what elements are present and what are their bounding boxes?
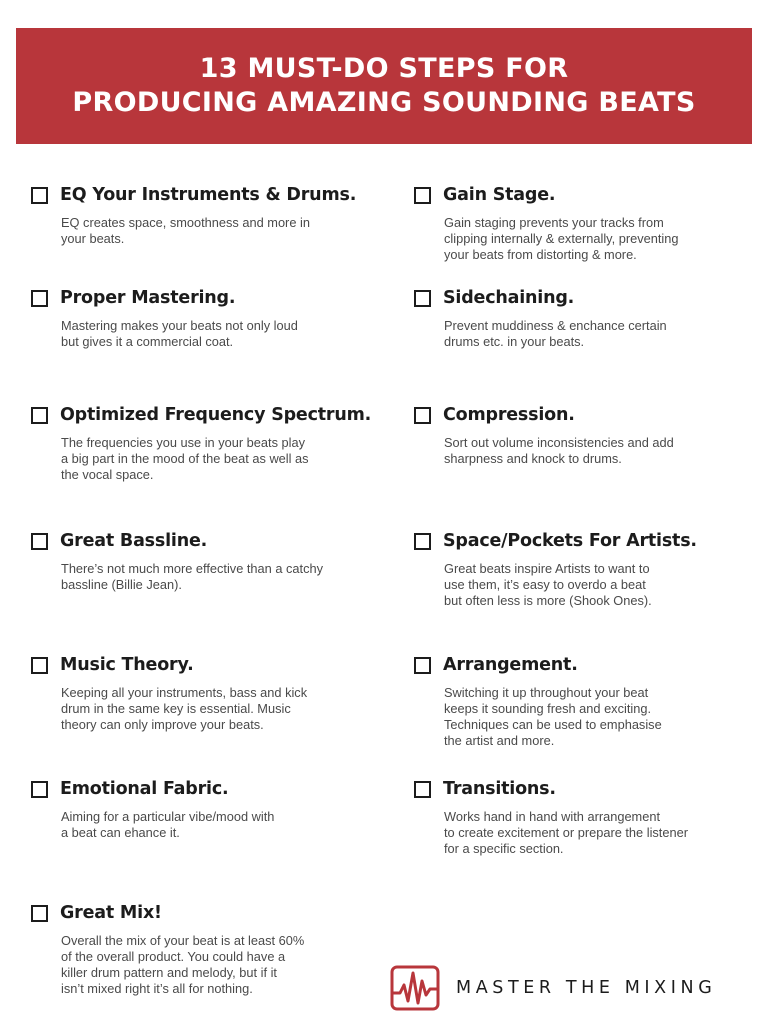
step-description bbox=[61, 215, 351, 247]
checkbox[interactable] bbox=[31, 187, 48, 204]
description-line: Overall the mix of your beat is at least 60% bbox=[61, 933, 305, 948]
description-line: Techniques can be used to emphasise bbox=[444, 717, 662, 732]
step-title: Transitions. bbox=[443, 779, 556, 799]
title-line-2: PRODUCING AMAZING SOUNDING BEATS bbox=[72, 87, 696, 118]
checklist-item-header bbox=[414, 285, 759, 311]
step-description bbox=[444, 685, 734, 749]
description-line: clipping internally & externally, preventing bbox=[444, 231, 679, 246]
step-title: Proper Mastering. bbox=[60, 288, 236, 308]
description-line: Great beats inspire Artists to want to bbox=[444, 561, 650, 576]
step-description bbox=[61, 561, 351, 593]
description-line: Aiming for a particular vibe/mood with bbox=[61, 809, 275, 824]
checkbox[interactable] bbox=[31, 290, 48, 307]
description-line: Works hand in hand with arrangement bbox=[444, 809, 661, 824]
checklist-item bbox=[414, 182, 759, 263]
step-title: Sidechaining. bbox=[443, 288, 575, 308]
checklist-item bbox=[414, 652, 759, 749]
checklist-item-header bbox=[414, 776, 759, 802]
step-description bbox=[444, 318, 734, 350]
step-description bbox=[444, 435, 734, 467]
description-line: a beat can ehance it. bbox=[61, 825, 180, 840]
description-line: Gain staging prevents your tracks from bbox=[444, 215, 664, 230]
description-line: the vocal space. bbox=[61, 467, 154, 482]
description-line: but often less is more (Shook Ones). bbox=[444, 593, 652, 608]
description-line: but gives it a commercial coat. bbox=[61, 334, 234, 349]
description-line: your beats. bbox=[61, 231, 125, 246]
checklist-item-header bbox=[31, 652, 376, 678]
checklist-item bbox=[414, 776, 759, 857]
step-description bbox=[61, 809, 351, 841]
checkbox[interactable] bbox=[414, 657, 431, 674]
step-description bbox=[444, 809, 734, 857]
description-line: the artist and more. bbox=[444, 733, 555, 748]
description-line: your beats from distorting & more. bbox=[444, 247, 637, 262]
step-description bbox=[61, 318, 351, 350]
checklist-item-header bbox=[31, 285, 376, 311]
description-line: keeps it sounding fresh and exciting. bbox=[444, 701, 652, 716]
step-title: Great Mix! bbox=[60, 903, 162, 923]
step-description bbox=[61, 435, 351, 483]
checklist-item-header bbox=[31, 900, 376, 926]
checkbox[interactable] bbox=[414, 187, 431, 204]
description-line: Sort out volume inconsistencies and add bbox=[444, 435, 674, 450]
title-line-1: 13 MUST-DO STEPS FOR bbox=[199, 53, 569, 84]
description-line: Switching it up throughout your beat bbox=[444, 685, 649, 700]
checklist-item-header bbox=[414, 402, 759, 428]
description-line: Keeping all your instruments, bass and kick bbox=[61, 685, 308, 700]
step-description bbox=[61, 685, 351, 733]
checklist-item-header bbox=[31, 528, 376, 554]
checkbox[interactable] bbox=[31, 657, 48, 674]
checkbox[interactable] bbox=[414, 533, 431, 550]
step-title: Gain Stage. bbox=[443, 185, 556, 205]
description-line: EQ creates space, smoothness and more in bbox=[61, 215, 310, 230]
title-banner bbox=[16, 28, 752, 144]
checklist-item bbox=[414, 402, 759, 467]
step-title: Music Theory. bbox=[60, 655, 194, 675]
description-line: drum in the same key is essential. Music bbox=[61, 701, 291, 716]
description-line: There’s not much more effective than a catchy bbox=[61, 561, 323, 576]
description-line: theory can only improve your beats. bbox=[61, 717, 264, 732]
checklist-item-header bbox=[31, 776, 376, 802]
checklist-item bbox=[31, 402, 376, 483]
checkbox[interactable] bbox=[31, 533, 48, 550]
checklist-item bbox=[31, 776, 376, 841]
checklist-item-header bbox=[31, 182, 376, 208]
checklist-item bbox=[414, 528, 759, 609]
step-title: Space/Pockets For Artists. bbox=[443, 531, 697, 551]
step-title: Emotional Fabric. bbox=[60, 779, 229, 799]
step-description bbox=[444, 561, 734, 609]
checkbox[interactable] bbox=[31, 407, 48, 424]
brand-footer bbox=[390, 964, 716, 1012]
step-title: Arrangement. bbox=[443, 655, 578, 675]
description-line: a big part in the mood of the beat as well as bbox=[61, 451, 309, 466]
brand-name: MASTER THE MIXING bbox=[456, 978, 717, 998]
step-description bbox=[444, 215, 734, 263]
description-line: Prevent muddiness & enchance certain bbox=[444, 318, 667, 333]
description-line: The frequencies you use in your beats play bbox=[61, 435, 305, 450]
checklist-item-header bbox=[414, 182, 759, 208]
description-line: killer drum pattern and melody, but if it bbox=[61, 965, 277, 980]
checklist-item bbox=[31, 900, 376, 997]
step-title: Great Bassline. bbox=[60, 531, 208, 551]
description-line: Mastering makes your beats not only loud bbox=[61, 318, 298, 333]
description-line: drums etc. in your beats. bbox=[444, 334, 585, 349]
checklist-item bbox=[31, 285, 376, 350]
checklist-item-header bbox=[414, 652, 759, 678]
description-line: isn’t mixed right it’s all for nothing. bbox=[61, 981, 253, 996]
step-description bbox=[61, 933, 351, 997]
step-title: Compression. bbox=[443, 405, 575, 425]
description-line: use them, it’s easy to overdo a beat bbox=[444, 577, 646, 592]
waveform-icon bbox=[390, 965, 440, 1011]
checklist-item-header bbox=[31, 402, 376, 428]
description-line: of the overall product. You could have a bbox=[61, 949, 286, 964]
checkbox[interactable] bbox=[414, 290, 431, 307]
checklist-item bbox=[414, 285, 759, 350]
checkbox[interactable] bbox=[31, 905, 48, 922]
checklist-item bbox=[31, 182, 376, 247]
description-line: bassline (Billie Jean). bbox=[61, 577, 182, 592]
step-title: EQ Your Instruments & Drums. bbox=[60, 185, 357, 205]
checklist-item bbox=[31, 528, 376, 593]
checklist-item-header bbox=[414, 528, 759, 554]
description-line: for a specific section. bbox=[444, 841, 564, 856]
checkbox[interactable] bbox=[414, 407, 431, 424]
description-line: sharpness and knock to drums. bbox=[444, 451, 622, 466]
step-title: Optimized Frequency Spectrum. bbox=[60, 405, 372, 425]
description-line: to create excitement or prepare the listener bbox=[444, 825, 688, 840]
checklist-item bbox=[31, 652, 376, 733]
checkbox[interactable] bbox=[31, 781, 48, 798]
checkbox[interactable] bbox=[414, 781, 431, 798]
